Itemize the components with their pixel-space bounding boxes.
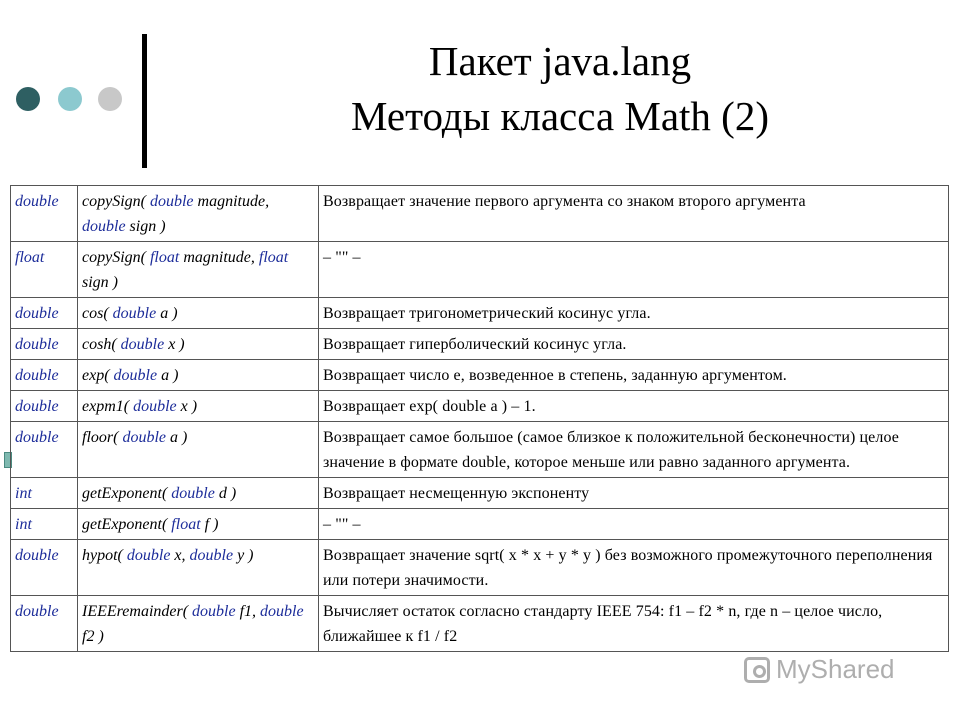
signature-keyword: double [120, 336, 165, 353]
slide-title-line2: Методы класса Math (2) [351, 93, 769, 139]
table-row [11, 242, 949, 298]
table-row [11, 422, 949, 478]
signature-text: copySign( [82, 249, 150, 266]
return-type-cell: double [11, 596, 78, 652]
methods-table [10, 185, 949, 652]
signature-text: sign ) [82, 274, 118, 291]
description-cell: – "" – [319, 242, 949, 298]
signature-keyword: double [192, 603, 236, 620]
description-cell: Вычисляет остаток согласно стандарту IEEE 754: f1 – f2 * n, где n – целое число, ближайшее к f1 / f2 [319, 596, 949, 652]
signature-text: f1, [235, 603, 261, 620]
dot-dark [16, 87, 40, 111]
signature-text: f ) [200, 516, 219, 533]
signature-text: IEEEremainder( [82, 603, 193, 620]
method-signature-cell [78, 422, 319, 478]
return-type-cell: int [11, 478, 78, 509]
signature-text: x ) [176, 398, 198, 415]
return-type-cell: double [11, 422, 78, 478]
table-row [11, 391, 949, 422]
description-cell: Возвращает exp( double a ) – 1. [319, 391, 949, 422]
method-signature-cell [78, 596, 319, 652]
description-cell: – "" – [319, 509, 949, 540]
table-row [11, 596, 949, 652]
table-row [11, 478, 949, 509]
method-signature-cell [78, 391, 319, 422]
signature-text: getExponent( [82, 485, 172, 502]
return-type-cell: double [11, 391, 78, 422]
signature-keyword: double [171, 485, 215, 502]
return-type-cell: double [11, 329, 78, 360]
methods-table-body [11, 186, 949, 652]
signature-keyword: double [122, 429, 166, 446]
method-signature-cell [78, 478, 319, 509]
method-signature-cell [78, 329, 319, 360]
signature-keyword: double [260, 603, 304, 620]
watermark-text: MyShared [776, 654, 895, 684]
signature-text: x ) [164, 336, 185, 353]
table-row [11, 540, 949, 596]
signature-text: sign ) [125, 218, 166, 235]
table-row [11, 186, 949, 242]
table-row [11, 298, 949, 329]
method-signature-cell [78, 186, 319, 242]
method-signature-cell [78, 242, 319, 298]
description-cell: Возвращает тригонометрический косинус угла. [319, 298, 949, 329]
signature-text: magnitude, [179, 249, 259, 266]
method-signature-cell [78, 298, 319, 329]
return-type-cell: double [11, 298, 78, 329]
signature-keyword: double [149, 193, 194, 210]
signature-keyword: double [112, 305, 157, 322]
vertical-divider [142, 34, 147, 168]
signature-keyword: double [82, 218, 126, 235]
return-type-cell: double [11, 186, 78, 242]
signature-text: a ) [166, 429, 188, 446]
signature-keyword: double [126, 547, 171, 564]
signature-keyword: double [113, 367, 158, 384]
signature-keyword: double [133, 398, 177, 415]
signature-text: d ) [214, 485, 237, 502]
dot-light [58, 87, 82, 111]
signature-keyword: float [171, 516, 201, 533]
watermark [744, 654, 895, 685]
signature-keyword: double [189, 547, 234, 564]
signature-text: x, [170, 547, 190, 564]
method-signature-cell [78, 509, 319, 540]
return-type-cell: int [11, 509, 78, 540]
signature-text: a ) [156, 305, 178, 322]
signature-text: hypot( [82, 547, 127, 564]
signature-text: magnitude, [193, 193, 270, 210]
description-cell: Возвращает число e, возведенное в степень, заданную аргументом. [319, 360, 949, 391]
signature-text: copySign( [82, 193, 150, 210]
signature-text: y ) [233, 547, 254, 564]
signature-keyword: float [258, 249, 289, 266]
signature-text: getExponent( [82, 516, 172, 533]
table-row [11, 360, 949, 391]
description-cell: Возвращает несмещенную экспоненту [319, 478, 949, 509]
description-cell: Возвращает значение sqrt( x * x + y * y ) без возможного промежуточного переполнения или потери значимости. [319, 540, 949, 596]
table-row [11, 509, 949, 540]
table-row [11, 329, 949, 360]
description-cell: Возвращает гиперболический косинус угла. [319, 329, 949, 360]
description-cell: Возвращает самое большое (самое близкое к положительной бесконечности) целое значение в формате double, которое меньше или равно заданного аргумента. [319, 422, 949, 478]
myshared-logo-icon [744, 657, 770, 683]
method-signature-cell [78, 360, 319, 391]
slide-title-line1: Пакет java.lang [428, 38, 692, 84]
signature-text: cos( [82, 305, 113, 322]
method-signature-cell [78, 540, 319, 596]
signature-text: cosh( [82, 336, 121, 353]
return-type-cell: double [11, 360, 78, 391]
signature-text: a ) [157, 367, 179, 384]
signature-keyword: float [149, 249, 180, 266]
signature-text: floor( [82, 429, 123, 446]
return-type-cell: double [11, 540, 78, 596]
dot-gray [98, 87, 122, 111]
return-type-cell: float [11, 242, 78, 298]
signature-text: expm1( [82, 398, 134, 415]
signature-text: f2 ) [82, 628, 104, 645]
signature-text: exp( [82, 367, 114, 384]
description-cell: Возвращает значение первого аргумента со знаком второго аргумента [319, 186, 949, 242]
